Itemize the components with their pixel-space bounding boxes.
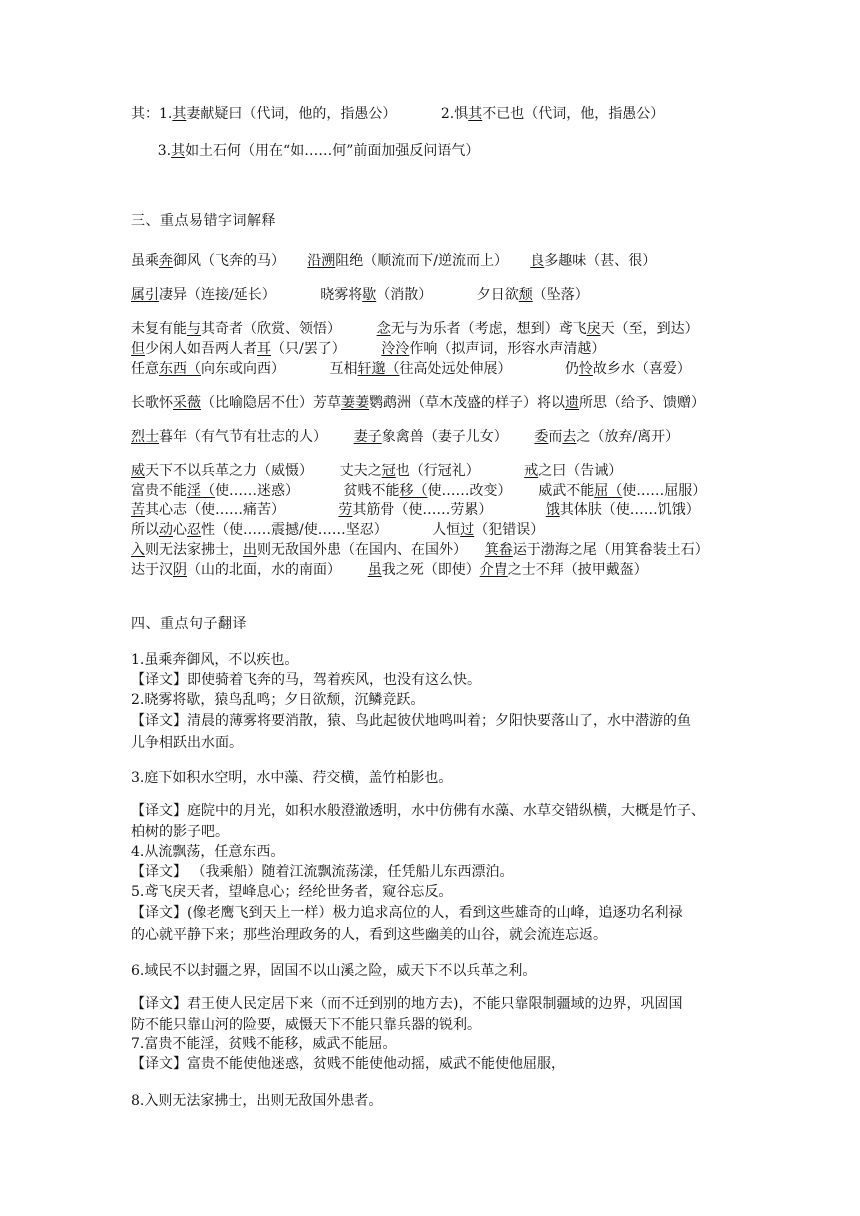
vocab-line [131, 520, 544, 540]
sentence-line: 1.虽乘奔御风，不以疾也。 [131, 652, 299, 668]
text-segment: 阻绝（顺流而下/逆流而上） [335, 253, 531, 269]
section-4-title: 四、重点句子翻译 [131, 616, 247, 632]
underlined-word: 虽 [367, 562, 382, 578]
underlined-word: 轩邈（ [357, 361, 400, 377]
text-segment: （山的北面，水的南面） [187, 562, 368, 578]
underlined-word: 沿溯 [307, 253, 336, 269]
sentence-line: 2.晓雾将歇，猿鸟乱鸣；夕日欲颓，沉鳞竞跃。 [131, 692, 425, 708]
vocab-line [131, 359, 691, 379]
text-segment: 虽乘 [131, 253, 159, 269]
text-segment: 其筋骨（使……劳累） [352, 502, 546, 518]
translation-line: 【译文】(像老鹰飞到天上一样）极力追求高位的人，看到这些雄奇的山峰，追逐功名利禄 [131, 905, 683, 921]
text-segment: 如土石何（用在“如……何”前面加强反问语气） [185, 143, 480, 159]
underlined-word: 苦 [131, 502, 145, 518]
text-segment: 妻献疑曰（代词，他的，指愚公） [186, 106, 397, 122]
underlined-word: 淫（ [187, 483, 215, 499]
underlined-word: 其 [172, 106, 187, 122]
underlined-word: 饿 [545, 502, 560, 518]
vocab-line [131, 500, 700, 520]
underlined-word: 采薇 [173, 395, 201, 411]
text-segment: 也（行冠礼） [395, 463, 525, 479]
text-segment: 其： [131, 106, 159, 122]
text-segment: 象禽兽（妻子儿女） [381, 429, 535, 445]
underlined-word: 泠泠 [381, 341, 410, 357]
text-segment: 之曰（告诫） [538, 463, 623, 479]
underlined-word: 颓 [518, 287, 533, 303]
text-segment: 心 [173, 522, 187, 538]
vocab-line [131, 339, 605, 359]
underlined-word: 箕畚 [484, 542, 513, 558]
text-segment: 鹦鹉洲（草木茂盛的样子）将以 [369, 395, 565, 411]
text-segment: 暮年（有气节有壮志的人） [159, 429, 354, 445]
text-segment: 2.惧 [440, 106, 469, 122]
translation-line: 防不能只靠山河的险要，威慑天下不能只靠兵器的锐利。 [131, 1017, 481, 1033]
underlined-word: 阴 [173, 562, 187, 578]
text-segment: （比喻隐居不仕）芳草 [201, 395, 341, 411]
vocab-line [131, 251, 656, 271]
underlined-word: 过 [460, 522, 475, 538]
underlined-word: 萋萋 [341, 395, 369, 411]
translation-line: 【译文】君王使人民定居下来（而不迁到别的地方去)，不能只靠限制疆域的边界，巩固国 [131, 996, 683, 1012]
underlined-word: 屈（ [594, 483, 623, 499]
text-segment: 少闲人如吾两人者 [145, 341, 257, 357]
text-segment: 性（使……震撼/使……坚忍） 人恒 [201, 522, 461, 538]
underlined-word: 但 [131, 341, 145, 357]
text-segment: 其体肤（使……饥饿） [559, 502, 700, 518]
text-segment: 之士不拜（披甲戴盔） [507, 562, 648, 578]
underlined-word: 戒 [524, 463, 539, 479]
underlined-word: 冠 [381, 463, 396, 479]
underlined-word: 动 [159, 522, 173, 538]
text-segment: 作响（拟声词，形容水声清越） [409, 341, 606, 357]
text-segment: 不已也（代词，他，指愚公） [482, 106, 665, 122]
vocab-line [131, 461, 622, 481]
underlined-word: 奔 [159, 253, 173, 269]
text-segment: 富贵不能 [131, 483, 187, 499]
text-segment: 其心志（使……痛苦） [145, 502, 339, 518]
underlined-word: 良 [530, 253, 545, 269]
underlined-word: 耳 [257, 341, 271, 357]
text-segment: 凄异（连接/延长） 晓雾将 [159, 287, 363, 303]
text-segment: 天下不以兵革之力（威慑） 丈夫之 [145, 463, 382, 479]
sentence-line: 8.入则无法家拂士，出则无敌国外患者。 [131, 1093, 383, 1109]
underlined-word: 与 [187, 321, 201, 337]
underlined-word: 去 [562, 429, 577, 445]
translation-line: 的心就平静下来；那些治理政务的人，看到这些幽美的山谷，就会流连忘返。 [131, 927, 607, 943]
translation-line: 【译文】富贵不能使他迷惑，贫贱不能使他动摇，威武不能使他屈服， [131, 1056, 565, 1072]
text-segment: 长歌怀 [131, 395, 173, 411]
translation-line: 【译文】庭院中的月光，如积水般澄澈透明，水中仿佛有水藻、水草交错纵横，大概是竹子、 [131, 803, 705, 819]
underlined-word: 遗 [565, 395, 579, 411]
text-segment: 而 [548, 429, 563, 445]
text-segment: 之（放弃/离开） [576, 429, 680, 445]
sentence-line: 3.庭下如积水空明，水中藻、荇交横，盖竹柏影也。 [131, 770, 453, 786]
qi-usage-line-1 [131, 104, 664, 124]
underlined-word: 其 [171, 143, 186, 159]
underlined-word: 入 [131, 542, 145, 558]
text-segment: 其奇者（欣赏、领悟） [201, 321, 377, 337]
sentence-line: 4.从流飘荡，任意东西。 [131, 844, 285, 860]
text-segment: （只/罢了） [271, 341, 382, 357]
text-segment: 则无敌国外患（在国内、在国外） [257, 542, 485, 558]
sentence-line: 7.富贵不能淫，贫贱不能移，威武不能屈。 [131, 1036, 397, 1052]
underlined-word: 念 [376, 321, 391, 337]
text-segment: 未复有能 [131, 321, 187, 337]
translation-line: 柏树的影子吧。 [131, 824, 229, 840]
text-segment: 使……迷惑） 贫贱不能 [215, 483, 400, 499]
underlined-word: 东西（ [159, 361, 201, 377]
underlined-word: 出 [243, 542, 257, 558]
underlined-word: 威 [131, 463, 145, 479]
text-segment: 使……屈服） [622, 483, 707, 499]
text-segment: 1. [159, 106, 173, 122]
sentence-line: 5.鸢飞戾天者，望峰息心；经纶世务者，窥谷忘反。 [131, 884, 453, 900]
underlined-word: 戾 [586, 321, 601, 337]
text-segment: 运于渤海之尾（用箕畚装土石） [512, 542, 709, 558]
translation-line: 【译文】即使骑着飞奔的马，驾着疾风，也没有这么快。 [131, 672, 481, 688]
vocab-line [131, 560, 648, 580]
text-segment: 所以 [131, 522, 159, 538]
underlined-word: 歇 [362, 287, 377, 303]
underlined-word: 其 [468, 106, 483, 122]
text-segment: （消散） 夕日欲 [376, 287, 519, 303]
text-segment: 天（至，到达） [600, 321, 699, 337]
text-segment: 所思（给予、馈赠） [579, 395, 705, 411]
vocab-line [131, 393, 705, 413]
sentence-line: 6.域民不以封疆之界，固国不以山溪之险，威天下不以兵革之利。 [131, 963, 537, 979]
underlined-word: 移（ [399, 483, 428, 499]
text-segment: 向东或向西） 互相 [201, 361, 358, 377]
section-3-title: 三、重点易错字词解释 [131, 213, 276, 229]
underlined-word: 忍 [187, 522, 201, 538]
text-segment: 故乡水（喜爱） [592, 361, 691, 377]
translation-line: 儿争相跃出水面。 [131, 735, 243, 751]
text-segment: （坠落） [532, 287, 589, 303]
underlined-word: 烈士 [131, 429, 159, 445]
underlined-word: 委 [534, 429, 549, 445]
text-segment: 则无法家拂士， [145, 542, 243, 558]
text-segment: 往高处远处伸展） 仍 [399, 361, 579, 377]
text-segment: 多趣味（甚、很） [544, 253, 657, 269]
text-segment: 我之死（即使） [381, 562, 480, 578]
text-segment: 御风（飞奔的马） [173, 253, 308, 269]
vocab-line [131, 427, 679, 447]
translation-line: 【译文】清晨的薄雾将要消散，猿、鸟此起彼伏地鸣叫着；夕阳快要落山了，水中潜游的鱼 [131, 713, 691, 729]
vocab-line [131, 319, 699, 339]
qi-usage-line-2 [131, 141, 479, 161]
text-segment: 达于汉 [131, 562, 173, 578]
underlined-word: 介胄 [479, 562, 508, 578]
text-segment: 3. [131, 143, 172, 159]
underlined-word: 妻子 [353, 429, 382, 445]
text-segment: 任意 [131, 361, 159, 377]
vocab-line [131, 285, 589, 305]
text-segment [396, 106, 441, 122]
underlined-word: 属引 [131, 287, 159, 303]
text-segment: 无与为乐者（考虑，想到）鸢飞 [390, 321, 587, 337]
vocab-line [131, 481, 706, 501]
vocab-line [131, 540, 709, 560]
underlined-word: 劳 [338, 502, 353, 518]
underlined-word: 怜 [578, 361, 593, 377]
text-segment: 使……改变） 威武不能 [427, 483, 595, 499]
translation-line: 【译文】 （我乘船）随着江流飘流荡漾，任凭船儿东西漂泊。 [131, 864, 514, 880]
text-segment: （犯错误） [474, 522, 545, 538]
